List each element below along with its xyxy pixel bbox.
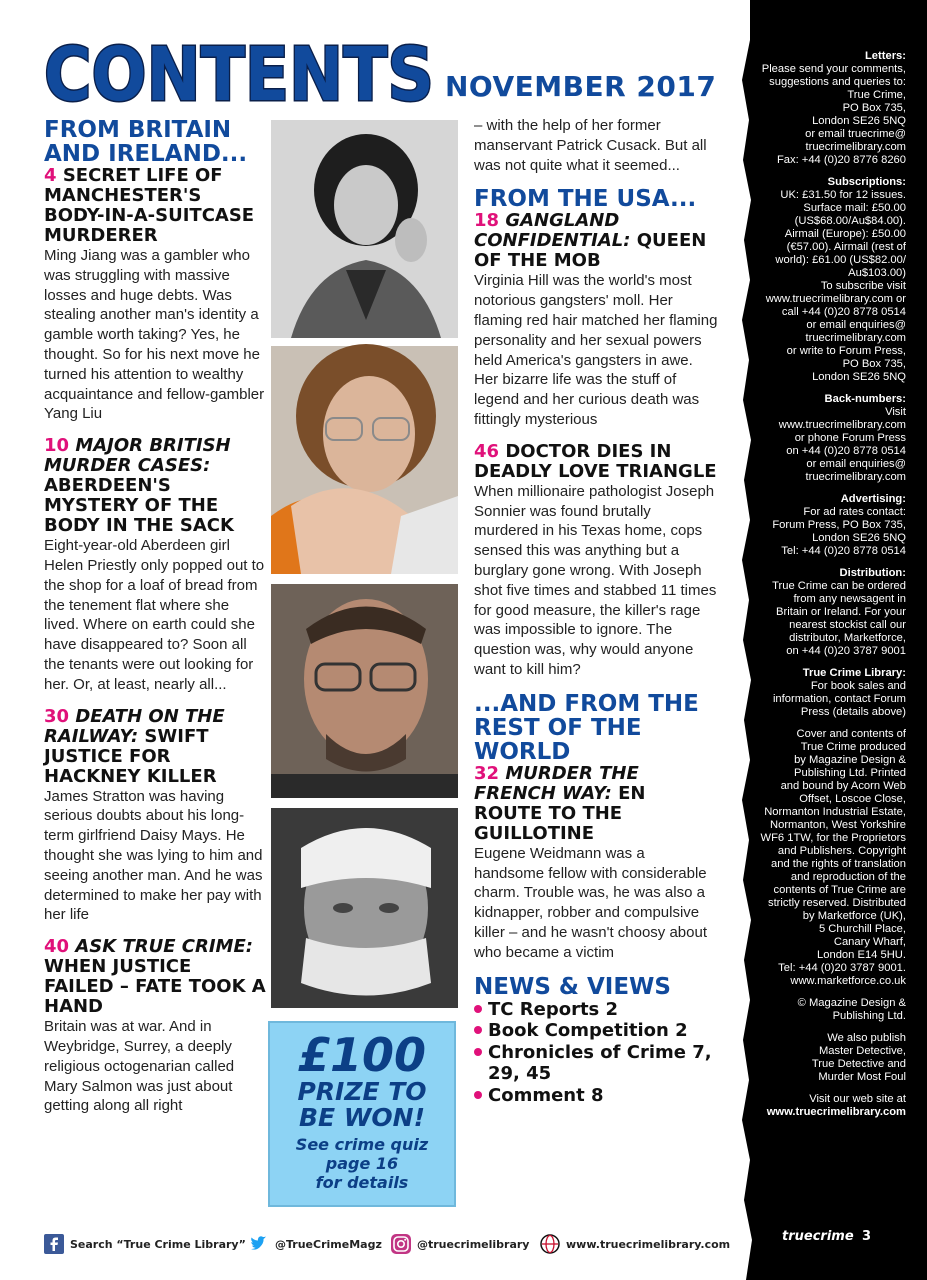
- story-summary: When millionaire pathologist Joseph Sonnier was found brutally murdered in his Texas home, cops sensed this was anything but a burglary gone wrong. With Joseph shot five times and stabbed 11 times for good measure, the killer's rage was impossible to ignore. The question was, why would anyone want to kill him?: [474, 482, 717, 678]
- sidebar-block-heading: Distribution:: [839, 567, 906, 579]
- sidebar-block: [748, 1032, 906, 1084]
- sidebar-line: by Marketforce (UK),: [802, 910, 906, 922]
- sidebar-line: © Magazine Design &: [797, 997, 906, 1009]
- story-item[interactable]: [44, 707, 266, 926]
- sidebar-line: London SE26 5NQ: [812, 532, 906, 544]
- list-item[interactable]: Book Competition 2: [474, 1020, 718, 1042]
- sidebar-line: Tel: +44 (0)20 8778 0514: [781, 545, 906, 557]
- story-item[interactable]: [44, 166, 266, 424]
- story-summary: Britain was at war. And in Weybridge, Surrey, a deeply religious octogenarian called Mary Salmon was just about getting along all right: [44, 1018, 235, 1115]
- story-title: 30 DEATH ON THE RAILWAY: SWIFT JUSTICE FOR HACKNEY KILLER: [44, 705, 225, 787]
- sidebar-line: True Crime produced: [800, 741, 906, 753]
- sidebar-line: Britain or Ireland. For your: [776, 606, 906, 618]
- sidebar-block: [748, 1093, 906, 1119]
- sidebar-line: or email enquiries@: [806, 458, 906, 470]
- web-link[interactable]: www.truecrimelibrary.com: [540, 1233, 730, 1255]
- twitter-icon: [249, 1234, 269, 1254]
- story-summary: Eugene Weidmann was a handsome fellow with considerable charm. Trouble was, he was also a kidnapper, robber and compulsive killer – and he wasn't choosy about who became a victim: [474, 844, 708, 961]
- sidebar-line: nearest stockist call our: [789, 619, 906, 631]
- story-item[interactable]: [474, 211, 718, 429]
- sidebar-line: Surface mail: £50.00: [803, 202, 906, 214]
- section-heading-usa: FROM THE USA...: [474, 186, 697, 213]
- sidebar-line: truecrimelibrary.com: [805, 141, 906, 153]
- story-kicker: DEATH ON THE RAILWAY:: [44, 705, 225, 747]
- sidebar-line: Master Detective,: [818, 1045, 906, 1057]
- story-kicker: MAJOR BRITISH MURDER CASES:: [44, 435, 231, 477]
- sidebar-line: Canary Wharf,: [833, 936, 906, 948]
- list-item[interactable]: Chronicles of Crime 7, 29, 45: [474, 1042, 718, 1085]
- sidebar-line: world): £61.00 (US$82.00/: [775, 254, 906, 266]
- sidebar-line: For ad rates contact:: [803, 506, 906, 518]
- sidebar-line: and Publishers. Copyright: [777, 845, 906, 857]
- sidebar-line: Cover and contents of: [796, 728, 906, 740]
- sidebar-block: [748, 493, 906, 558]
- sidebar-line: UK: £31.50 for 12 issues.: [780, 189, 906, 201]
- sidebar-line: on +44 (0)20 3787 9001: [786, 645, 906, 657]
- sidebar-line: Au$103.00): [848, 267, 906, 279]
- story-kicker: GANGLAND CONFIDENTIAL:: [474, 210, 631, 252]
- facebook-icon: [44, 1234, 64, 1254]
- story-title: 18 GANGLAND CONFIDENTIAL: QUEEN OF THE MOB: [474, 210, 707, 272]
- middle-column: [474, 116, 718, 1106]
- sidebar-block: [748, 728, 906, 988]
- sidebar-line: contents of True Crime are: [773, 884, 906, 896]
- bullet-icon: [474, 1026, 482, 1034]
- sidebar-block: [748, 393, 906, 484]
- sidebar-line: and the rights of translation: [771, 858, 906, 870]
- sidebar-line: Tel: +44 (0)20 3787 9001.: [778, 962, 906, 974]
- sidebar-line: truecrimelibrary.com: [805, 471, 906, 483]
- sidebar-line: 5 Churchill Place,: [818, 923, 906, 935]
- prize-detail: See crime quiz page 16 for details: [295, 1135, 429, 1192]
- facebook-link[interactable]: Search “True Crime Library”: [44, 1233, 246, 1255]
- story-title: 40 ASK TRUE CRIME: WHEN JUSTICE FAILED – FATE TOOK A HAND: [44, 936, 266, 1018]
- sidebar-line: information, contact Forum: [772, 693, 906, 705]
- sidebar-line: www.truecrimelibrary.com: [778, 419, 906, 431]
- sidebar-line: London SE26 5NQ: [812, 115, 906, 127]
- left-column: [44, 118, 266, 1128]
- prize-box[interactable]: [268, 1021, 456, 1207]
- story-item[interactable]: [44, 436, 266, 694]
- list-item[interactable]: TC Reports 2: [474, 999, 718, 1021]
- sidebar-line: True Crime,: [847, 89, 906, 101]
- sidebar-line: London E14 5HU.: [817, 949, 906, 961]
- sidebar-line: truecrimelibrary.com: [805, 332, 906, 344]
- sidebar-line: from any newsagent in: [793, 593, 906, 605]
- sidebar-line: Normanton, West Yorkshire: [770, 819, 906, 831]
- prize-amount: £100: [297, 1028, 427, 1082]
- news-list: [474, 999, 718, 1107]
- sidebar-block: [748, 567, 906, 658]
- page-number-ref: 32: [474, 762, 500, 784]
- sidebar-line: on +44 (0)20 8778 0514: [786, 445, 906, 457]
- sidebar-line: (US$68.00/Au$84.00).: [794, 215, 906, 227]
- photo-man-mugshot: [271, 584, 458, 798]
- sidebar-text: [748, 50, 906, 1128]
- sidebar-line: Murder Most Foul: [818, 1071, 906, 1083]
- web-icon: [540, 1234, 560, 1254]
- page-title: CONTENTS: [44, 32, 434, 118]
- section-heading-world: ...AND FROM THE REST OF THE WORLD: [474, 690, 699, 765]
- sidebar-block-heading: Subscriptions:: [827, 176, 906, 188]
- sidebar-line: Visit our web site at: [809, 1093, 906, 1105]
- sidebar-line: distributor, Marketforce,: [789, 632, 906, 644]
- sidebar-line: Airmail (Europe): £50.00: [784, 228, 906, 240]
- story-summary: Virginia Hill was the world's most notorious gangsters' moll. Her flaming red hair matched her flaming personality and her sexual powers held America's gangsters in awe. Her bizarre life was the stuff of legend and her curious death was fittingly mysterious: [474, 272, 718, 428]
- page-number-ref: 10: [44, 435, 70, 457]
- story-item[interactable]: [474, 764, 718, 963]
- sidebar-line: We also publish: [827, 1032, 906, 1044]
- sidebar-line: suggestions and queries to:: [769, 76, 906, 88]
- instagram-link[interactable]: @truecrimelibrary: [391, 1233, 529, 1255]
- sidebar-line: Forum Press, PO Box 735,: [772, 519, 906, 531]
- sidebar-line: or email truecrime@: [805, 128, 906, 140]
- story-title: 10 MAJOR BRITISH MURDER CASES: ABERDEEN'S MYSTERY OF THE BODY IN THE SACK: [44, 435, 234, 537]
- sidebar-block-heading: Letters:: [864, 50, 906, 62]
- sidebar-line: PO Box 735,: [842, 358, 906, 370]
- sidebar-website-link[interactable]: www.truecrimelibrary.com: [766, 1106, 906, 1118]
- masthead-logo: [40, 28, 440, 118]
- sidebar-line: www.marketforce.co.uk: [790, 975, 906, 987]
- story-title: 32 MURDER THE FRENCH WAY: EN ROUTE TO THE GUILLOTINE: [474, 762, 646, 844]
- photo-woman-portrait: [271, 120, 458, 338]
- sidebar-line: True Crime can be ordered: [772, 580, 906, 592]
- sidebar-line: by Magazine Design &: [794, 754, 906, 766]
- sidebar-block: [748, 176, 906, 384]
- issue-date: NOVEMBER 2017: [445, 70, 717, 103]
- sidebar-line: Normanton Industrial Estate,: [764, 806, 906, 818]
- sidebar-line: Offset, Loscoe Close,: [799, 793, 906, 805]
- story-continuation: – with the help of her former manservant Patrick Cusack. But all was not quite what it seemed...: [474, 117, 707, 174]
- list-item[interactable]: Comment 8: [474, 1085, 718, 1107]
- sidebar-line: Press (details above): [800, 706, 906, 718]
- story-summary: Ming Jiang was a gambler who was struggling with massive losses and huge debts. Was stealing another man's identity a gamble worth taking? Yes, he thought. So for his next move he turned his attention to wealthy acquaintance and fellow-gambler Yang Liu: [44, 247, 265, 423]
- bullet-icon: [474, 1048, 482, 1056]
- brand-logo: truecrime: [782, 1229, 854, 1244]
- page-number-ref: 4: [44, 165, 57, 186]
- section-heading-news: NEWS & VIEWS: [474, 973, 671, 1000]
- sidebar-line: Publishing Ltd. Printed: [794, 767, 906, 779]
- story-item[interactable]: [44, 937, 266, 1116]
- sidebar-line: and reproduction of the: [790, 871, 906, 883]
- story-summary: James Stratton was having serious doubts about his long-term girlfriend Daisy Mays. He thought she was lying to him and seeing another man. And he was determined to make her pay with her life: [44, 787, 263, 924]
- bullet-icon: [474, 1005, 482, 1013]
- masthead: [40, 28, 440, 118]
- story-title: 4 SECRET LIFE OF MANCHESTER'S BODY-IN-A-SUITCASE MURDERER: [44, 165, 255, 246]
- sidebar-line: True Detective and: [811, 1058, 906, 1070]
- sidebar-line: call +44 (0)20 8778 0514: [781, 306, 906, 318]
- sidebar-line: and bound by Acorn Web: [780, 780, 906, 792]
- twitter-link[interactable]: @TrueCrimeMagz: [249, 1233, 382, 1255]
- sidebar-line: Fax: +44 (0)20 8776 8260: [776, 154, 906, 166]
- story-item[interactable]: [474, 442, 718, 680]
- story-kicker: MURDER THE FRENCH WAY:: [474, 762, 639, 804]
- story-summary: Eight-year-old Aberdeen girl Helen Priestly only popped out to the shop for a loaf of bread from the tenement flat where she lived. Where on earth could she have disappeared to? Soon all the tenants were out looking for her. Or, at least, nearly all...: [44, 537, 265, 693]
- sidebar-block-heading: Back-numbers:: [824, 393, 906, 405]
- story-kicker: ASK TRUE CRIME:: [75, 936, 253, 958]
- sidebar-line: Visit: [885, 406, 906, 418]
- sidebar-line: PO Box 735,: [842, 102, 906, 114]
- section-heading-britain: FROM BRITAIN AND IRELAND...: [44, 117, 248, 167]
- sidebar-line: (€57.00). Airmail (rest of: [786, 241, 906, 253]
- page-number: 3: [862, 1229, 872, 1244]
- page-number-ref: 18: [474, 210, 500, 232]
- sidebar-line: WF6 1TW, for the Proprietors: [760, 832, 906, 844]
- sidebar-line: strictly reserved. Distributed: [767, 897, 906, 909]
- bullet-icon: [474, 1091, 482, 1099]
- sidebar-line: www.truecrimelibrary.com or: [765, 293, 906, 305]
- sidebar-line: For book sales and: [810, 680, 906, 692]
- sidebar-line: or email enquiries@: [806, 319, 906, 331]
- sidebar-block: [748, 50, 906, 167]
- story-title: 46 DOCTOR DIES IN DEADLY LOVE TRIANGLE: [474, 440, 717, 482]
- page-number-ref: 46: [474, 440, 500, 462]
- sidebar-line: Please send your comments,: [761, 63, 906, 75]
- sidebar-line: To subscribe visit: [820, 280, 906, 292]
- sidebar-block: [748, 667, 906, 719]
- prize-headline: PRIZE TO BE WON!: [297, 1077, 427, 1132]
- sidebar-block: [748, 997, 906, 1023]
- page-number-ref: 30: [44, 705, 70, 727]
- sidebar-line: or write to Forum Press,: [786, 345, 906, 357]
- sidebar-block-heading: Advertising:: [840, 493, 906, 505]
- instagram-icon: [391, 1234, 411, 1254]
- photo-woman-mugshot: [271, 346, 458, 574]
- sidebar-line: London SE26 5NQ: [812, 371, 906, 383]
- photo-bandaged-man: [271, 808, 458, 1008]
- sidebar-block-heading: True Crime Library:: [802, 667, 906, 679]
- sidebar-line: or phone Forum Press: [794, 432, 906, 444]
- sidebar-line: Publishing Ltd.: [832, 1010, 906, 1022]
- footer-social: [44, 1233, 734, 1259]
- page-number-ref: 40: [44, 936, 70, 958]
